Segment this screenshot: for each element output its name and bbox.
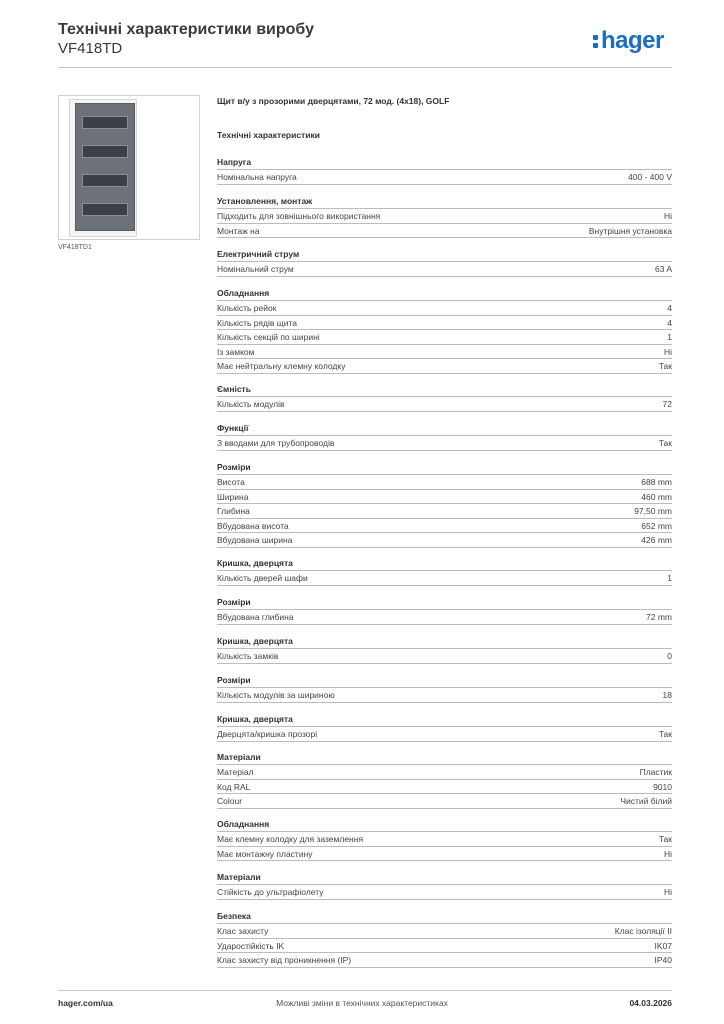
spec-label: Висота <box>217 477 245 487</box>
page-title: Технічні характеристики виробу <box>58 21 314 38</box>
spec-row <box>217 262 672 277</box>
spec-row <box>217 924 672 939</box>
spec-group-title: Функції <box>217 423 672 436</box>
spec-label: Кількість секцій по ширині <box>217 332 320 342</box>
spec-label: Має нейтральну клемну колодку <box>217 361 346 371</box>
spec-group <box>217 911 672 968</box>
spec-row <box>217 727 672 742</box>
spec-label: З вводами для трубопроводів <box>217 438 335 448</box>
spec-group <box>217 819 672 861</box>
spec-group-title: Напруга <box>217 157 672 170</box>
spec-value: Внутрішня установка <box>588 225 672 236</box>
spec-label: Ударостійкість IK <box>217 940 285 951</box>
spec-value: 72 mm <box>646 612 672 622</box>
spec-label: Кількість замків <box>217 651 279 661</box>
cabinet-illustration <box>69 99 137 237</box>
product-image <box>58 95 200 240</box>
din-rail <box>82 203 128 216</box>
header-divider <box>58 67 672 68</box>
spec-row <box>217 885 672 900</box>
spec-row <box>217 780 672 795</box>
spec-row <box>217 301 672 316</box>
logo-colon-icon <box>593 33 599 49</box>
spec-group-title: Ємність <box>217 384 672 397</box>
spec-row <box>217 504 672 519</box>
spec-row <box>217 939 672 954</box>
spec-group <box>217 196 672 238</box>
spec-label: Кількість дверей шафи <box>217 573 308 583</box>
spec-group <box>217 462 672 548</box>
spec-group-title: Матеріали <box>217 752 672 765</box>
spec-value: 688 mm <box>641 477 672 487</box>
spec-row <box>217 316 672 331</box>
spec-label: Монтаж на <box>217 225 260 236</box>
spec-label: Має клемну колодку для заземлення <box>217 834 364 844</box>
spec-group <box>217 157 672 185</box>
din-rail <box>82 145 128 158</box>
din-rail <box>82 116 128 129</box>
spec-value: 18 <box>662 690 672 700</box>
spec-row <box>217 170 672 185</box>
spec-group-title: Безпека <box>217 911 672 924</box>
spec-value: Пластик <box>639 767 672 777</box>
spec-row <box>217 832 672 847</box>
logo-text: hager <box>601 27 664 54</box>
spec-group <box>217 714 672 742</box>
spec-row <box>217 209 672 224</box>
spec-row <box>217 330 672 345</box>
spec-value: Ні <box>663 211 672 221</box>
spec-label: Матеріал <box>217 767 254 777</box>
spec-value: 4 <box>667 317 672 328</box>
spec-value: 9010 <box>653 781 672 792</box>
spec-group-title: Матеріали <box>217 872 672 885</box>
spec-group-title: Електричний струм <box>217 249 672 262</box>
spec-group <box>217 597 672 625</box>
spec-value: 4 <box>667 303 672 313</box>
spec-label: Клас захисту <box>217 926 269 936</box>
spec-row <box>217 649 672 664</box>
spec-row <box>217 345 672 360</box>
product-code: VF418TD <box>58 40 123 57</box>
spec-group-title: Кришка, дверцята <box>217 714 672 727</box>
spec-value: Так <box>658 361 672 371</box>
spec-label: Кількість рядів щита <box>217 317 297 328</box>
spec-group <box>217 872 672 900</box>
spec-row <box>217 475 672 490</box>
spec-label: Номінальний струм <box>217 264 294 274</box>
spec-group-title: Установлення, монтаж <box>217 196 672 209</box>
spec-group-title: Розміри <box>217 675 672 688</box>
spec-label: Глибина <box>217 506 250 516</box>
footer-date: 04.03.2026 <box>629 998 672 1008</box>
spec-value: Так <box>658 438 672 448</box>
footer-divider <box>58 990 672 991</box>
cabinet-door <box>75 103 135 231</box>
spec-label: Із замком <box>217 346 255 357</box>
spec-group-title: Розміри <box>217 462 672 475</box>
spec-row <box>217 953 672 968</box>
spec-label: Вбудована ширина <box>217 535 293 545</box>
spec-group-title: Кришка, дверцята <box>217 558 672 571</box>
spec-label: Ширина <box>217 491 249 502</box>
spec-label: Підходить для зовнішнього використання <box>217 211 381 221</box>
spec-value: Чистий білий <box>620 796 672 806</box>
spec-label: Вбудована глибина <box>217 612 294 622</box>
spec-group-title: Обладнання <box>217 819 672 832</box>
spec-group <box>217 423 672 451</box>
din-rail <box>82 174 128 187</box>
spec-label: Colour <box>217 796 243 806</box>
spec-value: Ні <box>663 346 672 357</box>
spec-value: Ні <box>663 887 672 897</box>
spec-group <box>217 249 672 277</box>
spec-row <box>217 224 672 239</box>
spec-group <box>217 752 672 809</box>
image-caption: VF418TD1 <box>58 244 92 251</box>
spec-value: Ні <box>663 848 672 859</box>
spec-value: 97,50 mm <box>634 506 672 516</box>
spec-row <box>217 359 672 374</box>
spec-label: Номінальна напруга <box>217 172 297 182</box>
section-heading: Технічні характеристики <box>217 130 320 140</box>
spec-value: 0 <box>667 651 672 661</box>
spec-value: IP40 <box>654 955 672 965</box>
spec-value: Клас ізоляції II <box>614 926 672 936</box>
spec-group <box>217 288 672 374</box>
spec-row <box>217 765 672 780</box>
spec-value: 652 mm <box>641 520 672 531</box>
spec-group-title: Кришка, дверцята <box>217 636 672 649</box>
footer-website: hager.com/ua <box>58 998 113 1008</box>
spec-group <box>217 558 672 586</box>
spec-row <box>217 794 672 809</box>
spec-label: Стійкість до ультрафіолету <box>217 887 324 897</box>
spec-group-title: Розміри <box>217 597 672 610</box>
spec-label: Кількість модулів <box>217 399 285 409</box>
spec-value: Так <box>658 834 672 844</box>
spec-value: 63 A <box>654 264 672 274</box>
spec-value: 400 - 400 V <box>628 172 672 182</box>
spec-label: Клас захисту від проникнення (IP) <box>217 955 352 965</box>
spec-row <box>217 436 672 451</box>
footer-disclaimer: Можливі зміни в технічних характеристиках <box>276 998 448 1008</box>
spec-group <box>217 636 672 664</box>
spec-value: 460 mm <box>641 491 672 502</box>
spec-label: Кількість рейок <box>217 303 277 313</box>
spec-value: 1 <box>667 573 672 583</box>
spec-row <box>217 688 672 703</box>
spec-group <box>217 675 672 703</box>
spec-row <box>217 519 672 534</box>
spec-row <box>217 571 672 586</box>
spec-value: Так <box>658 729 672 739</box>
spec-row <box>217 490 672 505</box>
spec-label: Вбудована висота <box>217 520 289 531</box>
spec-value: 72 <box>662 399 672 409</box>
spec-value: 426 mm <box>641 535 672 545</box>
spec-label: Дверцята/кришка прозорі <box>217 729 318 739</box>
spec-row <box>217 533 672 548</box>
spec-label: Має монтажну пластину <box>217 848 313 859</box>
spec-label: Код RAL <box>217 781 251 792</box>
spec-value: IK07 <box>654 940 672 951</box>
product-title: Щит в/у з прозорими дверцятами, 72 мод. (4х18), GOLF <box>217 96 450 106</box>
hager-logo <box>593 27 664 55</box>
spec-label: Кількість модулів за шириною <box>217 690 335 700</box>
spec-row <box>217 397 672 412</box>
spec-value: 1 <box>667 332 672 342</box>
spec-group-title: Обладнання <box>217 288 672 301</box>
spec-group <box>217 384 672 412</box>
spec-row <box>217 610 672 625</box>
spec-row <box>217 847 672 862</box>
